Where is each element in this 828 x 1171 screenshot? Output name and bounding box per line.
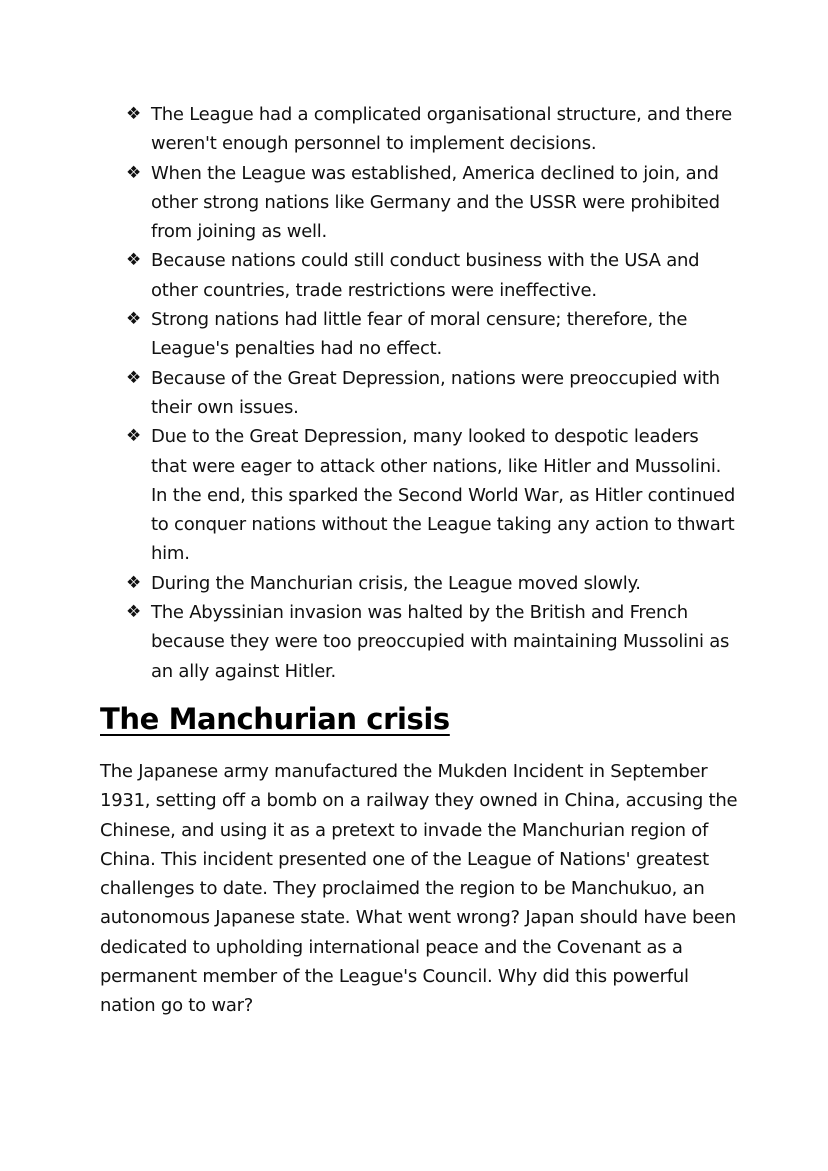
bullet-text: Because of the Great Depression, nations were preoccupied with their own issues.: [151, 367, 720, 418]
diamond-bullet-icon: ❖: [126, 572, 141, 593]
bullet-item: [126, 364, 736, 423]
diamond-bullet-icon: ❖: [126, 367, 141, 388]
diamond-bullet-icon: ❖: [126, 104, 141, 124]
bullet-text: Strong nations had little fear of moral censure; therefore, the League's penalties had no effect.: [151, 309, 688, 360]
section-paragraph: The Japanese army manufactured the Mukden Incident in September 1931, setting off a bomb on a railway they owned in China, accusing the Chinese, and using it as a pretext to invade the Manchurian region of China. This incident presented one of the League of Nations' greatest challenges to date. They proclaimed the region to be Manchukuo, an autonomous Japanese state. What went wrong? Japan should have been dedicated to upholding international peace and the Covenant as a permanent member of the League's Council. Why did this powerful nation go to war?: [100, 761, 738, 1017]
bullet-text: Due to the Great Depression, many looked to despotic leaders that were eager to attack other nations, like Hitler and Mussolini. In the end, this sparked the Second World War, as Hitler continued to conquer nations without the League taking any action to thwart him.: [151, 426, 736, 565]
bullet-item: [126, 159, 736, 247]
diamond-bullet-icon: ❖: [126, 602, 141, 623]
bullet-text: During the Manchurian crisis, the League moved slowly.: [151, 572, 641, 594]
diamond-bullet-icon: ❖: [126, 309, 141, 330]
bullet-item: [126, 422, 736, 568]
bullet-text: When the League was established, America declined to join, and other strong nations like Germany and the USSR were prohibited from joining as well.: [151, 162, 720, 243]
diamond-bullet-icon: ❖: [126, 250, 141, 271]
bullet-text: The League had a complicated organisational structure, and there weren't enough personnel to implement decisions.: [151, 104, 732, 155]
bullet-item: [126, 100, 736, 159]
bullet-item: [126, 305, 736, 364]
diamond-bullet-icon: ❖: [126, 426, 141, 447]
bullet-text: The Abyssinian invasion was halted by the British and French because they were too preoccupied with maintaining Mussolini as an ally against Hitler.: [151, 602, 730, 682]
section-heading: The Manchurian crisis: [100, 702, 450, 736]
bullet-item: [126, 598, 736, 686]
bullet-text: Because nations could still conduct business with the USA and other countries, trade restrictions were ineffective.: [151, 250, 700, 301]
bullet-item: [126, 246, 736, 305]
bullet-item: [126, 569, 736, 598]
reasons-bullet-list: [126, 100, 736, 686]
diamond-bullet-icon: ❖: [126, 162, 141, 183]
